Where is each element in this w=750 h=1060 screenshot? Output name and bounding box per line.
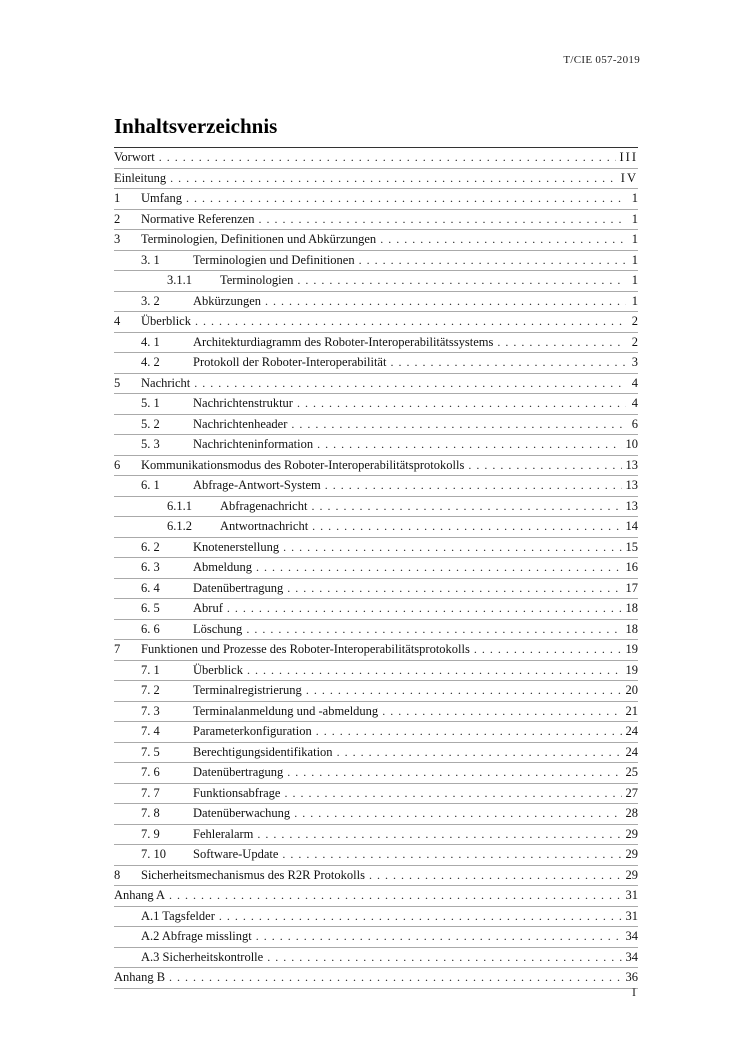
- toc-entry-title: Knotenerstellung: [193, 539, 280, 554]
- toc-entry-number: 3: [114, 232, 121, 246]
- dot-leader: [311, 497, 621, 517]
- toc-entry-title: Funktionsabfrage: [193, 785, 281, 800]
- toc-entry-title: Berechtigungsidentifikation: [193, 744, 333, 759]
- toc-entry-number: 3. 2: [141, 293, 160, 308]
- dot-leader: [369, 866, 622, 886]
- toc-entry[interactable]: [114, 271, 638, 292]
- toc-entry-number: 6. 3: [141, 560, 160, 574]
- toc-entry-page: 1: [631, 211, 638, 226]
- dot-leader: [186, 189, 626, 209]
- toc-entry[interactable]: [114, 312, 638, 333]
- toc-entry-page: 1: [631, 273, 638, 287]
- toc-entry-page: 29: [625, 826, 638, 841]
- toc-entry-number: 4: [114, 314, 121, 328]
- dot-leader: [382, 702, 621, 722]
- toc-entry[interactable]: [114, 456, 638, 477]
- toc-entry-number: 5. 1: [141, 396, 160, 410]
- dot-leader: [287, 579, 621, 599]
- toc-entry-number: 2: [114, 211, 121, 226]
- dot-leader: [267, 948, 621, 968]
- toc-entry[interactable]: [114, 599, 638, 620]
- toc-entry-number: 7. 2: [141, 683, 160, 697]
- toc-entry-title: Normative Referenzen: [141, 211, 255, 226]
- toc-entry[interactable]: [114, 743, 638, 764]
- toc-entry[interactable]: [114, 886, 638, 907]
- toc-entry-page: 2: [631, 314, 638, 328]
- toc-entry[interactable]: [114, 722, 638, 743]
- toc-entry-page: 31: [625, 888, 638, 902]
- toc-entry[interactable]: [114, 497, 638, 518]
- toc-entry[interactable]: [114, 702, 638, 723]
- toc-entry-page: 10: [625, 437, 638, 451]
- toc-entry-page: 3: [631, 355, 638, 369]
- toc-entry-page: 1: [631, 191, 638, 205]
- dot-leader: [282, 845, 621, 865]
- toc-entry-page: III: [619, 150, 638, 164]
- dot-leader: [195, 312, 626, 332]
- toc-entry-title: Funktionen und Prozesse des Roboter-Interoperabilitätsprotokolls: [141, 642, 470, 656]
- toc-entry-page: 19: [625, 662, 638, 677]
- dot-leader: [297, 271, 626, 291]
- toc-entry-number: 6: [114, 457, 121, 472]
- toc-entry-title: Nachrichtenstruktur: [193, 396, 293, 410]
- toc-entry-number: 1: [114, 191, 121, 205]
- toc-entry-number: 6. 4: [141, 580, 160, 595]
- toc-entry-page: 36: [625, 970, 638, 984]
- toc-entry-title: Datenüberwachung: [193, 806, 291, 820]
- toc-entry-number: 7. 9: [141, 826, 160, 841]
- toc-entry-number: 5: [114, 375, 121, 390]
- toc-entry-title: Terminalregistrierung: [193, 683, 302, 697]
- dot-leader: [284, 784, 621, 804]
- toc-entry-number: 8: [114, 867, 121, 882]
- toc-entry[interactable]: [114, 292, 638, 313]
- toc-entry[interactable]: [114, 251, 638, 272]
- toc-entry[interactable]: [114, 230, 638, 251]
- toc-entry-title: Terminologien: [220, 273, 294, 287]
- dot-leader: [247, 661, 622, 681]
- toc-entry-number: 6. 5: [141, 601, 160, 615]
- toc-entry-title: Abfrage-Antwort-System: [193, 478, 321, 492]
- toc-entry[interactable]: [114, 948, 638, 969]
- dot-leader: [246, 620, 621, 640]
- toc-entry-title: A.3 Sicherheitskontrolle: [141, 949, 264, 964]
- dot-leader: [294, 804, 621, 824]
- toc-entry-page: 1: [631, 293, 638, 308]
- toc-entry-title: Datenübertragung: [193, 765, 284, 779]
- toc-entry-page: 28: [625, 806, 638, 820]
- toc-entry[interactable]: [114, 517, 638, 538]
- toc-entry[interactable]: [114, 825, 638, 846]
- toc-entry-page: 14: [625, 519, 638, 533]
- toc-entry-page: 29: [625, 847, 638, 861]
- toc-entry-page: 24: [625, 724, 638, 738]
- dot-leader: [359, 251, 626, 271]
- document-id: T/CIE 057-2019: [563, 54, 640, 66]
- toc-entry[interactable]: [114, 558, 638, 579]
- toc-entry-number: 6. 6: [141, 621, 160, 636]
- dot-leader: [337, 743, 622, 763]
- toc-entry-number: 7. 10: [141, 847, 166, 861]
- toc-entry[interactable]: [114, 579, 638, 600]
- dot-leader: [291, 415, 626, 435]
- toc-entry-title: Nachrichtenheader: [193, 416, 288, 431]
- toc-entry-page: 4: [631, 396, 638, 410]
- toc-entry-title: Terminalanmeldung und -abmeldung: [193, 703, 379, 718]
- toc-entry-page: 13: [625, 498, 638, 513]
- dot-leader: [227, 599, 622, 619]
- toc-entry-number: 7. 8: [141, 806, 160, 820]
- toc-entry-page: 34: [625, 949, 638, 964]
- toc-entry-number: 3.1.1: [167, 273, 192, 287]
- dot-leader: [169, 886, 621, 906]
- dot-leader: [316, 722, 622, 742]
- dot-leader: [170, 169, 617, 189]
- toc-entry[interactable]: [114, 845, 638, 866]
- dot-leader: [159, 148, 616, 168]
- toc-entry-title: Protokoll der Roboter-Interoperabilität: [193, 355, 387, 369]
- toc-entry-page: 31: [625, 908, 638, 923]
- dot-leader: [194, 374, 626, 394]
- toc-entry[interactable]: [114, 784, 638, 805]
- dot-leader: [219, 907, 622, 927]
- toc-entry-number: 5. 2: [141, 416, 160, 431]
- toc-entry-title: A.2 Abfrage misslingt: [141, 929, 252, 943]
- toc-entry-title: A.1 Tagsfelder: [141, 908, 215, 923]
- toc-entry-title: Löschung: [193, 621, 243, 636]
- toc-entry[interactable]: [114, 968, 638, 989]
- dot-leader: [317, 435, 621, 455]
- toc-entry-page: 6: [631, 416, 638, 431]
- toc-entry-page: 2: [631, 334, 638, 349]
- toc-entry-title: Vorwort: [114, 150, 155, 164]
- dot-leader: [297, 394, 626, 414]
- toc-entry-number: 4. 1: [141, 334, 160, 349]
- toc-entry-page: 18: [625, 601, 638, 615]
- toc-entry-number: 6.1.2: [167, 519, 192, 533]
- toc-entry[interactable]: [114, 169, 638, 190]
- toc-entry[interactable]: [114, 189, 638, 210]
- dot-leader: [283, 538, 621, 558]
- toc-entry-title: Umfang: [141, 191, 182, 205]
- toc-entry-page: 13: [625, 478, 638, 492]
- toc-entry[interactable]: [114, 148, 638, 169]
- toc-entry[interactable]: [114, 394, 638, 415]
- toc-entry[interactable]: [114, 333, 638, 354]
- table-of-contents: [114, 147, 638, 989]
- toc-entry[interactable]: [114, 435, 638, 456]
- toc-entry[interactable]: [114, 374, 638, 395]
- toc-entry-number: 6. 2: [141, 539, 160, 554]
- toc-entry-title: Überblick: [193, 662, 243, 677]
- dot-leader: [265, 292, 626, 312]
- dot-leader: [287, 763, 621, 783]
- toc-entry-page: 29: [625, 867, 638, 882]
- toc-entry[interactable]: [114, 538, 638, 559]
- toc-entry-page: 19: [625, 642, 638, 656]
- toc-entry-number: 3. 1: [141, 252, 160, 267]
- toc-entry-title: Software-Update: [193, 847, 279, 861]
- dot-leader: [256, 558, 621, 578]
- dot-leader: [306, 681, 622, 701]
- toc-entry[interactable]: [114, 763, 638, 784]
- toc-entry-title: Abfragenachricht: [220, 498, 308, 513]
- toc-entry-title: Sicherheitsmechanismus des R2R Protokolls: [141, 867, 365, 882]
- toc-entry-page: 25: [625, 765, 638, 779]
- page-title: Inhaltsverzeichnis: [114, 114, 278, 138]
- toc-entry[interactable]: [114, 640, 638, 661]
- toc-entry-page: 18: [625, 621, 638, 636]
- dot-leader: [380, 230, 626, 250]
- toc-entry[interactable]: [114, 210, 638, 231]
- toc-entry-title: Überblick: [141, 314, 191, 328]
- toc-entry[interactable]: [114, 866, 638, 887]
- toc-entry-number: 7. 4: [141, 724, 160, 738]
- toc-entry-page: 27: [625, 785, 638, 800]
- toc-entry-page: 4: [631, 375, 638, 390]
- toc-entry-page: 24: [625, 744, 638, 759]
- dot-leader: [169, 968, 621, 988]
- dot-leader: [497, 333, 626, 353]
- toc-entry-number: 6.1.1: [167, 498, 192, 513]
- toc-entry-title: Datenübertragung: [193, 580, 284, 595]
- toc-entry-page: 17: [625, 580, 638, 595]
- toc-entry-page: 1: [631, 232, 638, 246]
- footer-page-number: I: [632, 985, 636, 999]
- toc-entry-page: 15: [625, 539, 638, 554]
- toc-entry-number: 7. 6: [141, 765, 160, 779]
- dot-leader: [468, 456, 621, 476]
- toc-entry-number: 5. 3: [141, 437, 160, 451]
- toc-entry-title: Nachrichteninformation: [193, 437, 314, 451]
- toc-entry-title: Kommunikationsmodus des Roboter-Interoperabilitätsprotokolls: [141, 457, 465, 472]
- dot-leader: [325, 476, 622, 496]
- toc-entry-number: 7: [114, 642, 121, 656]
- toc-entry[interactable]: [114, 681, 638, 702]
- toc-entry-number: 7. 7: [141, 785, 160, 800]
- toc-entry-title: Abmeldung: [193, 560, 253, 574]
- toc-entry-title: Terminologien und Definitionen: [193, 252, 355, 267]
- toc-entry[interactable]: [114, 620, 638, 641]
- toc-entry-title: Abruf: [193, 601, 223, 615]
- toc-entry-number: 7. 1: [141, 662, 160, 677]
- dot-leader: [256, 927, 622, 947]
- toc-entry-page: IV: [620, 170, 638, 185]
- toc-entry[interactable]: [114, 415, 638, 436]
- dot-leader: [390, 353, 626, 373]
- toc-entry-title: Parameterkonfiguration: [193, 724, 312, 738]
- toc-entry[interactable]: [114, 476, 638, 497]
- toc-entry[interactable]: [114, 804, 638, 825]
- toc-entry-title: Anhang B: [114, 970, 166, 984]
- toc-entry[interactable]: [114, 907, 638, 928]
- dot-leader: [257, 825, 621, 845]
- toc-entry-title: Nachricht: [141, 375, 191, 390]
- toc-entry-number: 4. 2: [141, 355, 160, 369]
- toc-entry-page: 21: [625, 703, 638, 718]
- toc-entry-page: 20: [625, 683, 638, 697]
- dot-leader: [258, 210, 626, 230]
- toc-entry-page: 1: [631, 252, 638, 267]
- toc-entry-title: Antwortnachricht: [220, 519, 309, 533]
- toc-entry[interactable]: [114, 661, 638, 682]
- toc-entry-title: Fehleralarm: [193, 826, 254, 841]
- toc-entry-title: Einleitung: [114, 170, 167, 185]
- toc-entry[interactable]: [114, 353, 638, 374]
- toc-entry-number: 7. 3: [141, 703, 160, 718]
- toc-entry[interactable]: [114, 927, 638, 948]
- toc-entry-number: 6. 1: [141, 478, 160, 492]
- toc-entry-title: Terminologien, Definitionen und Abkürzungen: [141, 232, 377, 246]
- dot-leader: [474, 640, 622, 660]
- toc-entry-page: 34: [625, 929, 638, 943]
- toc-entry-page: 16: [625, 560, 638, 574]
- toc-entry-number: 7. 5: [141, 744, 160, 759]
- toc-entry-title: Abkürzungen: [193, 293, 262, 308]
- toc-entry-title: Architekturdiagramm des Roboter-Interoperabilitätssystems: [193, 334, 494, 349]
- toc-entry-title: Anhang A: [114, 888, 166, 902]
- dot-leader: [312, 517, 621, 537]
- toc-entry-page: 13: [625, 457, 638, 472]
